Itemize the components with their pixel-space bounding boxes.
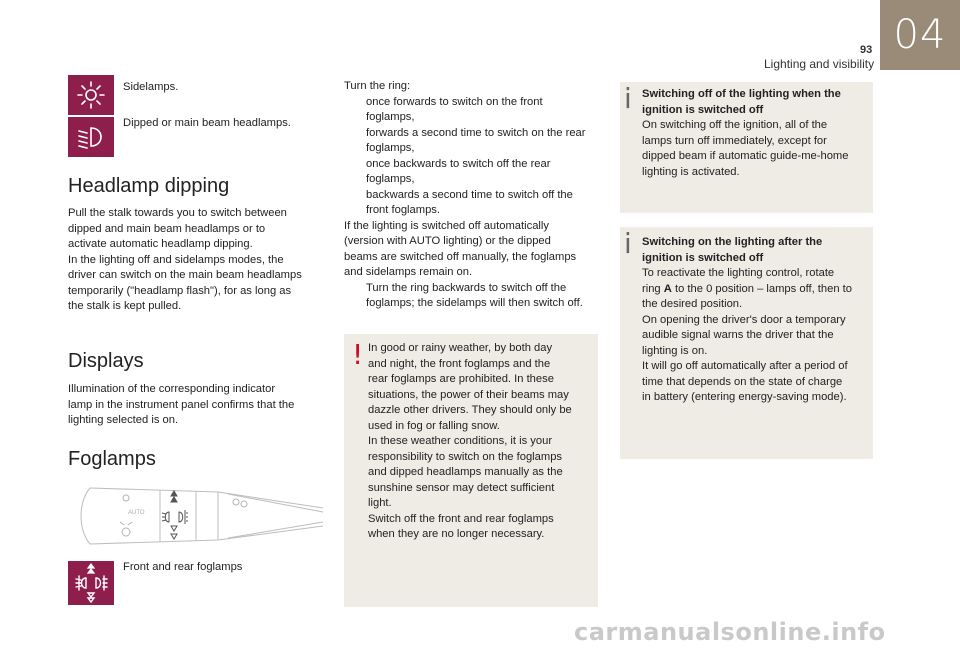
step-item: once forwards to switch on the front foglamps, <box>366 95 543 123</box>
foglamps-icon <box>68 561 114 605</box>
watermark-text: carmanualsonline.info <box>574 618 886 646</box>
foglamps-label: Front and rear foglamps <box>123 561 243 573</box>
section-title: Lighting and visibility <box>764 57 875 71</box>
info-icon: i <box>624 227 632 260</box>
info-text: Switching off of the lighting when the ignition is switched off On switching off the ignition, all of the lamps turn off immediately, except for dipped beam if automatic guide-me-home lighting is activated. <box>642 88 849 178</box>
step-item: backwards a second time to switch off the front foglamps. <box>366 188 573 216</box>
info-box-ignition-on <box>620 227 873 459</box>
dipped-beam-icon <box>68 117 114 157</box>
foglamp-instructions <box>344 79 606 312</box>
info-box-ignition-off <box>620 82 873 213</box>
step-item: once backwards to switch off the rear foglamps, <box>366 157 551 185</box>
page-number: 93 <box>860 44 873 56</box>
stalk-auto-label: AUTO <box>128 510 145 516</box>
auto-lighting-text: If the lighting is switched off automatically (version with AUTO lighting) or the dipped beams are switched off manually, the foglamps and sidelamps remain on. <box>344 219 577 278</box>
displays-heading: Displays <box>68 350 144 372</box>
intro-text: Turn the ring: <box>344 80 411 92</box>
displays-text: Illumination of the corresponding indicator lamp in the instrument panel confirms that the lighting selected is on. <box>68 383 295 426</box>
sidelamps-label: Sidelamps. <box>123 81 179 93</box>
lighting-stalk-illustration <box>68 482 326 559</box>
chapter-tab: 04 <box>880 0 960 70</box>
step-item: forwards a second time to switch on the rear foglamps, <box>366 126 586 154</box>
warning-box <box>344 334 598 607</box>
sidelamps-icon <box>68 75 114 115</box>
warning-icon: ! <box>352 338 364 371</box>
headlamp-dipping-text: Pull the stalk towards you to switch between dipped and main beam headlamps or to activate automatic headlamp dipping. In the lighting off and sidelamps modes, the driver can switch on the main beam headlamps temporarily ("headlamp flash"), for as long as the stalk is kept pulled. <box>68 207 302 312</box>
warning-text: In good or rainy weather, by both day and night, the front foglamps and the rear foglamps are prohibited. In these situations, the power of their beams may dazzle other drivers. They should only be used in fog or falling snow. In these weather conditions, it is your responsibility to switch on the foglamps and dipped headlamps manually as the sunshine sensor may detect sufficient light. Switch off the front and rear foglamps when they are no longer necessary. <box>368 342 572 540</box>
info-icon: i <box>624 82 632 115</box>
dipped-beam-label: Dipped or main beam headlamps. <box>123 117 291 129</box>
foglamps-heading: Foglamps <box>68 448 156 470</box>
headlamp-dipping-heading: Headlamp dipping <box>68 175 230 197</box>
info-text: Switching on the lighting after the ignition is switched off To reactivate the lighting control, rotate ring A to the 0 position – lamps off, then to the desired position. On opening the driver's door a temporary audible signal warns the driver that the lighting is on. It will go off automatically after a period of time that depends on the state of charge in battery (entering energy-saving mode). <box>642 236 853 403</box>
step-item: Turn the ring backwards to switch off the foglamps; the sidelamps will then switch off. <box>366 281 583 309</box>
